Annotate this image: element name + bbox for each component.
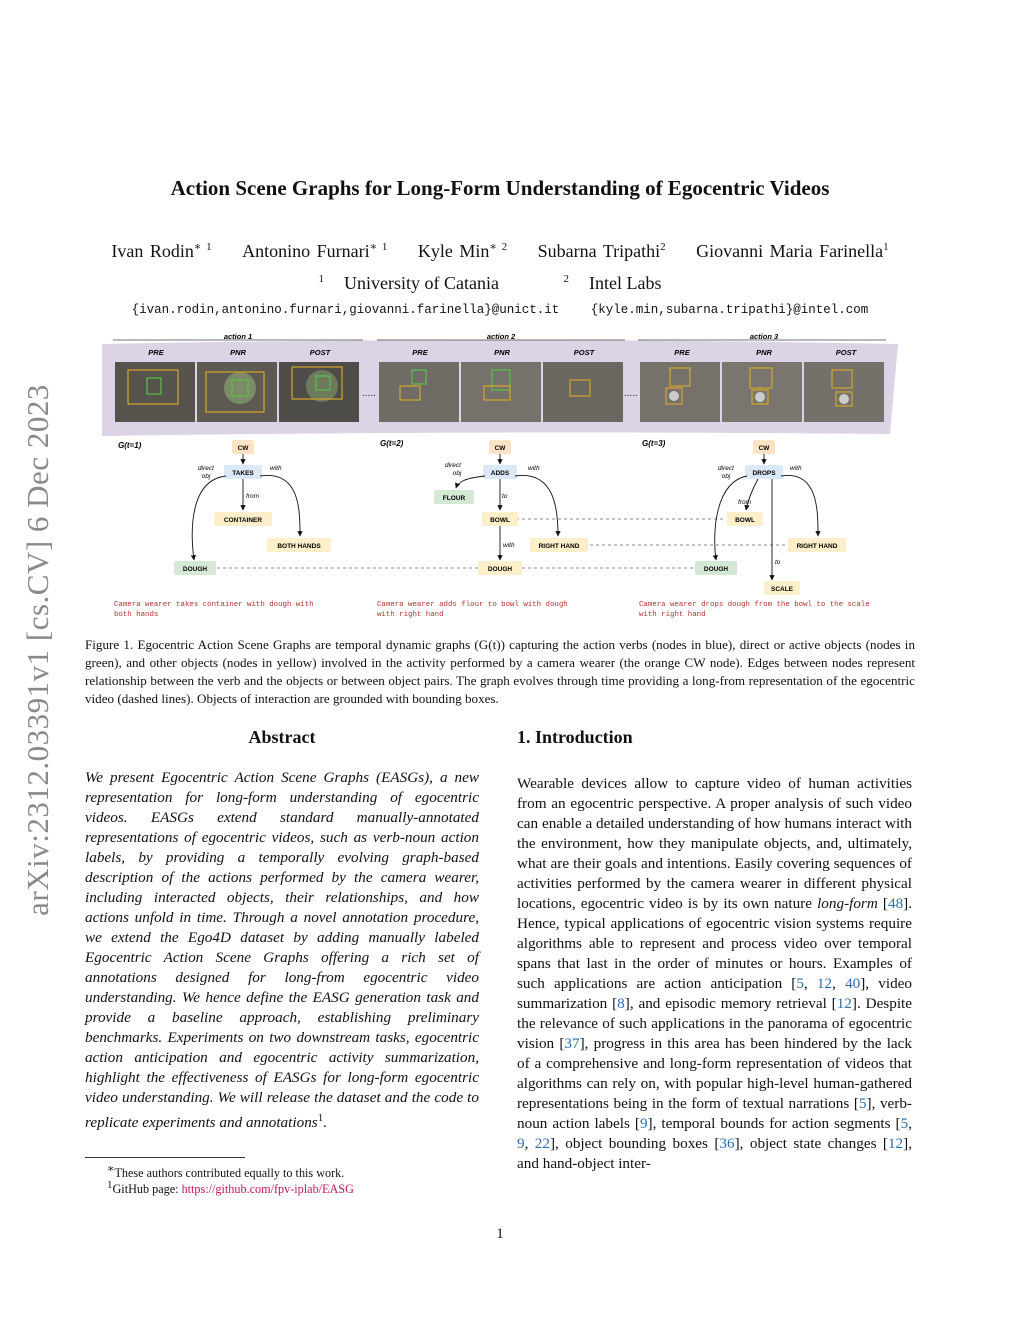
paper-title: Action Scene Graphs for Long-Form Understanding of Egocentric Videos — [170, 176, 830, 200]
svg-text:PRE: PRE — [412, 348, 428, 357]
intro-text: Wearable devices allow to capture video of human activities from an egocentric perspective. A proper analysis of such video can enable a detailed understanding of how humans interact with the environment, how they manipulate objects, and, ultimately, what are their goals and intentions. Easily covering sequences of activities performed by the camera wearer in different physical locations, egocentric video is by its own nature — [517, 775, 912, 912]
intro-text: , — [803, 975, 817, 992]
video-frame — [543, 362, 623, 422]
intro-text: ], object bounding boxes [ — [549, 1135, 720, 1152]
intro-heading: 1. Introduction — [517, 727, 633, 747]
graph-1 — [114, 440, 331, 619]
figure-1 — [100, 330, 900, 625]
svg-text:from: from — [246, 493, 259, 500]
svg-text:RIGHT HAND: RIGHT HAND — [538, 543, 580, 550]
intro-text: ], object state changes [ — [734, 1135, 888, 1152]
svg-text:direct: direct — [718, 465, 734, 472]
video-frame — [379, 362, 459, 422]
svg-text:obj: obj — [201, 473, 211, 480]
intro-text: ]. Hence, typical applications of egocentric vision systems require algorithms able to represent and process video over temporal spans that last in the order of minutes or hours. Examples of such applications are action anticipation [ — [517, 895, 913, 992]
citation[interactable]: 5 — [900, 1115, 909, 1132]
svg-text:RIGHT HAND: RIGHT HAND — [796, 543, 838, 550]
narration: Camera wearer adds flour to bowl with dough — [377, 601, 568, 609]
citation[interactable]: 36 — [719, 1135, 735, 1152]
intro-text: , — [908, 1115, 912, 1132]
svg-text:DROPS: DROPS — [752, 470, 776, 477]
emails — [0, 303, 1000, 317]
affiliation: $^1$ University of Catania — [318, 273, 499, 293]
author: Antonino Furnari$^{∗ 1}$ — [242, 241, 388, 261]
svg-text:with: with — [270, 465, 282, 472]
citation[interactable]: 8 — [617, 995, 625, 1012]
action-label: action 1 — [223, 332, 253, 341]
svg-text:POST: POST — [835, 348, 857, 357]
citation[interactable]: 37 — [564, 1035, 580, 1052]
svg-text:with right hand: with right hand — [377, 611, 444, 619]
video-frame — [115, 362, 195, 422]
email: {kyle.min,subarna.tripathi}@intel.com — [590, 303, 869, 317]
author: Ivan Rodin$^{∗ 1}$ — [111, 241, 212, 261]
svg-text:obj: obj — [452, 470, 462, 477]
svg-text:with: with — [528, 465, 540, 472]
svg-text:with: with — [790, 465, 802, 472]
figure-caption: Figure 1. Egocentric Action Scene Graphs are temporal dynamic graphs (G(t)) capturing the action verbs (nodes in blue), direct or active objects (nodes in green), and other objects (nodes in yellow) involved in the activity performed by a camera wearer (the orange CW node). Edges between nodes represent relationship between the verb and the objects or between object pairs. The graph evolves through time providing a long-from representation of the egocentric video (dashed lines). Objects of interaction are grounded with bounding boxes. — [85, 637, 915, 706]
narration: Camera wearer takes container with dough with — [114, 601, 314, 609]
svg-text:obj: obj — [721, 473, 731, 480]
footnote-github: $^1$GitHub page: https://github.com/fpv-iplab/EASG — [107, 1179, 354, 1197]
svg-text:FLOUR: FLOUR — [442, 495, 466, 502]
intro-text: ]. Despite the relevance of such applications in the panorama of egocentric vision [ — [517, 995, 912, 1052]
svg-text:G(t=3): G(t=3) — [642, 439, 666, 448]
svg-text:PNR: PNR — [230, 348, 246, 357]
svg-text:G(t=2): G(t=2) — [380, 439, 404, 448]
graph-2 — [377, 439, 588, 619]
svg-text:.....: ..... — [624, 388, 638, 399]
author: Giovanni Maria Farinella$^1$ — [696, 241, 889, 261]
svg-text:CW: CW — [758, 445, 770, 452]
svg-text:direct: direct — [198, 465, 214, 472]
svg-text:PNR: PNR — [494, 348, 510, 357]
svg-text:POST: POST — [573, 348, 595, 357]
intro-text: ], and episodic memory retrieval [ — [624, 995, 837, 1012]
svg-text:PRE: PRE — [674, 348, 690, 357]
svg-text:BOWL: BOWL — [735, 517, 755, 524]
citation[interactable]: 5 — [796, 975, 804, 992]
svg-text:to: to — [502, 493, 508, 500]
intro-text: ], progress in this area has been hindered by the lack of a comprehensive and long-form representation of videos that algorithms can rely on, with popular high-level human-gathered representations being in the form of textual narrations [ — [517, 1035, 912, 1112]
svg-text:DOUGH: DOUGH — [703, 566, 729, 573]
svg-text:PRE: PRE — [148, 348, 164, 357]
citation[interactable]: 40 — [845, 975, 861, 992]
video-frames — [115, 362, 884, 422]
intro-text: [ — [877, 895, 888, 912]
video-frame — [722, 362, 802, 422]
author: Kyle Min$^{∗ 2}$ — [417, 241, 508, 261]
narration: Camera wearer drops dough from the bowl to the scale — [639, 601, 870, 609]
page-number: 1 — [496, 1226, 504, 1242]
svg-text:CONTAINER: CONTAINER — [223, 517, 263, 524]
intro-text: ], temporal bounds for action segments [ — [647, 1115, 901, 1132]
arxiv-id: arXiv:2312.03391v1 [cs.CV] 6 Dec 2023 — [20, 384, 55, 916]
svg-text:TAKES: TAKES — [232, 470, 254, 477]
citation[interactable]: 22 — [534, 1135, 550, 1152]
footnote-rule — [85, 1157, 245, 1158]
intro-text: long-form — [817, 895, 878, 912]
action-label: action 3 — [749, 332, 779, 341]
citation[interactable]: 12 — [836, 995, 852, 1012]
svg-text:ADDS: ADDS — [490, 470, 510, 477]
svg-text:.....: ..... — [362, 388, 376, 399]
citation[interactable]: 12 — [887, 1135, 904, 1152]
abstract-body: We present Egocentric Action Scene Graphs (EASGs), a new representation for long-form understanding of egocentric videos. EASGs extend standard manually-annotated representations of egocentric videos, such as verb-noun action labels, by providing a temporally evolving graph-based description of the actions performed by the camera wearer, including interacted objects, their relationships, and how actions unfold in time. Through a novel annotation procedure, we extend the Ego4D dataset by adding manually labeled Egocentric Action Scene Graphs offering a rich set of annotations designed for long-from egocentric video understanding. We hence define the EASG generation task and provide a baseline approach, establishing preliminary benchmarks. Experiments on two downstream tasks, egocentric action anticipation and egocentric activity summarization, highlight the effectiveness of EASGs for long-form egocentric video understanding. We will release the dataset and the code to replicate experiments and annotations$^1$. — [85, 769, 479, 1132]
svg-text:from: from — [738, 499, 751, 506]
intro-text: ], video summarization [ — [517, 975, 912, 1012]
arxiv-watermark — [8, 360, 68, 940]
citation[interactable]: 9 — [639, 1115, 648, 1132]
intro-text: ], and hand-object inter- — [517, 1135, 912, 1172]
intro-text: , — [832, 975, 846, 992]
intro-text: ], verb-noun action labels [ — [517, 1095, 912, 1132]
svg-text:DOUGH: DOUGH — [182, 566, 208, 573]
github-link[interactable]: https://github.com/fpv-iplab/EASG — [181, 1182, 354, 1197]
svg-text:DOUGH: DOUGH — [487, 566, 513, 573]
affiliations — [0, 273, 1000, 294]
intro-body — [517, 774, 912, 1174]
email: {ivan.rodin,antonino.furnari,giovanni.farinella}@unict.it — [131, 303, 560, 317]
svg-text:POST: POST — [309, 348, 331, 357]
svg-text:PNR: PNR — [756, 348, 772, 357]
svg-text:with right hand: with right hand — [639, 611, 706, 619]
author: Subarna Tripathi$^2$ — [537, 241, 666, 261]
svg-text:CW: CW — [237, 445, 249, 452]
svg-text:BOTH HANDS: BOTH HANDS — [277, 543, 321, 550]
affiliation: $^2$ Intel Labs — [563, 273, 662, 293]
graph-3 — [639, 439, 870, 619]
abstract-heading: Abstract — [248, 727, 316, 747]
svg-text:direct: direct — [445, 462, 461, 469]
citation[interactable]: 48 — [887, 895, 904, 912]
video-frame — [640, 362, 720, 422]
svg-text:with: with — [503, 542, 515, 549]
citation[interactable]: 9 — [517, 1135, 525, 1152]
svg-text:SCALE: SCALE — [770, 586, 794, 593]
intro-text: , — [524, 1135, 535, 1152]
author-list — [0, 240, 1000, 262]
svg-text:CW: CW — [494, 445, 506, 452]
svg-text:both hands: both hands — [114, 611, 159, 619]
citation[interactable]: 12 — [816, 975, 833, 992]
svg-text:BOWL: BOWL — [490, 517, 510, 524]
svg-text:G(t=1): G(t=1) — [118, 441, 142, 450]
video-frame — [461, 362, 541, 422]
footnote-equal: ∗These authors contributed equally to this work. — [107, 1163, 345, 1181]
citation[interactable]: 5 — [858, 1095, 867, 1112]
svg-text:to: to — [775, 559, 781, 566]
action-label: action 2 — [486, 332, 516, 341]
